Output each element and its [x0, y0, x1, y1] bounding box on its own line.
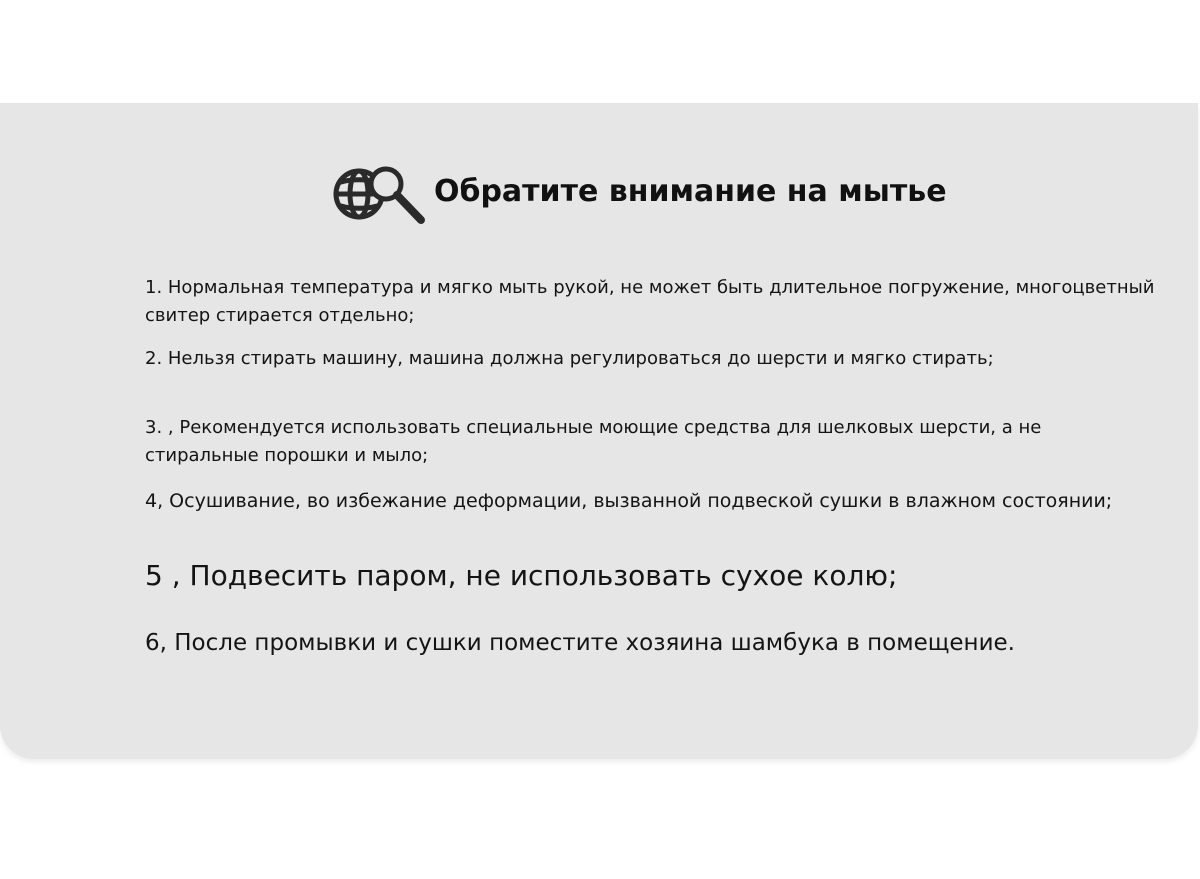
care-instruction-2: 2. Нельзя стирать машину, машина должна регулироваться до шерсти и мягко стирать; [145, 348, 994, 369]
care-instruction-5: 5 , Подвесить паром, не использовать сухое колю; [145, 559, 898, 592]
care-instruction-6: 6, После промывки и сушки поместите хозяина шамбука в помещение. [145, 630, 1015, 656]
page-title: Обратите внимание на мытье [434, 174, 947, 210]
care-instruction-4: 4, Осушивание, во избежание деформации, вызванной подвеской сушки в влажном состоянии; [145, 490, 1113, 512]
globe-search-icon [332, 160, 428, 226]
care-instruction-3: 3. , Рекомендуется использовать специальные моющие средства для шелковых шерсти, а не стиральные порошки и мыло; [145, 417, 1042, 466]
care-instruction-1: 1. Нормальная температура и мягко мыть рукой, не может быть длительное погружение, многоцветный свитер стирается отдельно; [145, 277, 1155, 326]
washing-notice-panel [0, 103, 1198, 759]
